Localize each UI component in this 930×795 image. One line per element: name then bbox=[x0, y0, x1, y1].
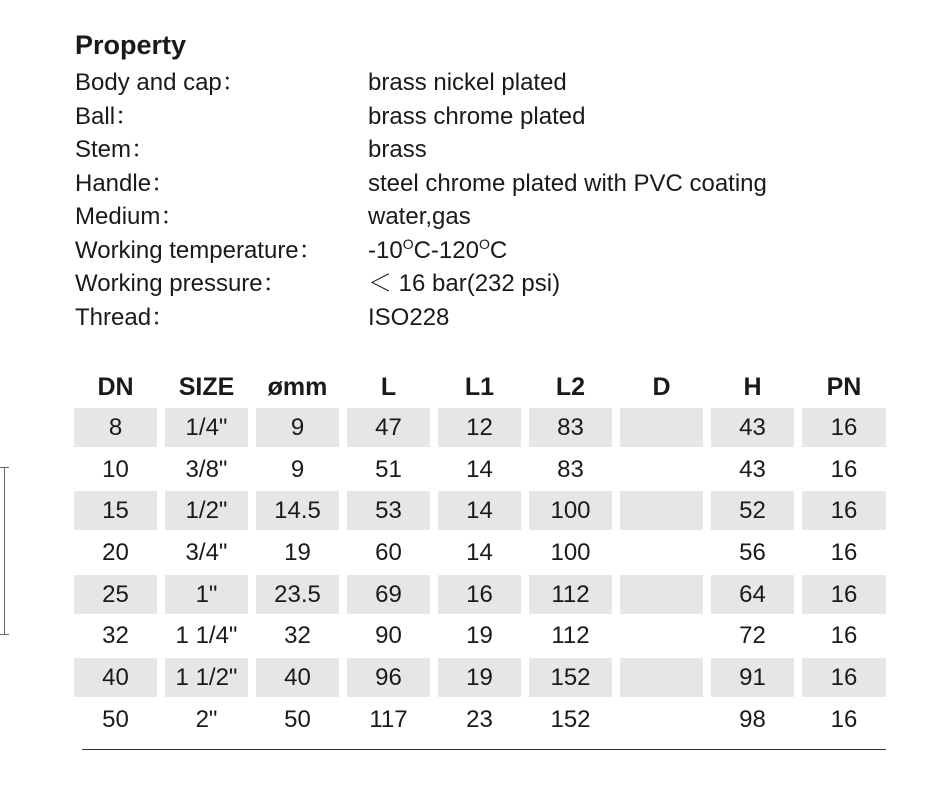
temp-unit-text: C bbox=[489, 236, 508, 264]
table-cell: 9 bbox=[290, 455, 305, 483]
table-cell: 20 bbox=[102, 539, 129, 567]
property-label: Body and cap： bbox=[75, 69, 246, 96]
header-h: H bbox=[743, 373, 762, 401]
property-label: Ball： bbox=[75, 102, 140, 130]
property-value: brass bbox=[368, 136, 427, 163]
table-cell: 50 bbox=[102, 705, 129, 733]
table-row bbox=[74, 489, 886, 531]
table-cell: 91 bbox=[711, 658, 794, 697]
table-cell bbox=[620, 658, 703, 697]
spec-table bbox=[74, 368, 886, 740]
table-cell: 16 bbox=[802, 575, 886, 614]
table-row bbox=[74, 614, 886, 656]
table-cell: 16 bbox=[830, 455, 858, 483]
table-cell: 47 bbox=[347, 408, 430, 447]
table-cell: 1/2" bbox=[165, 491, 248, 530]
table-cell: 19 bbox=[284, 539, 311, 567]
property-label: Working temperature： bbox=[75, 236, 323, 264]
property-value-temperature bbox=[368, 234, 507, 268]
table-cell: 112 bbox=[551, 622, 590, 650]
table-cell: 19 bbox=[438, 658, 521, 697]
dimension-tick bbox=[0, 467, 9, 468]
table-cell: 64 bbox=[711, 575, 794, 614]
table-cell bbox=[620, 533, 703, 572]
dimension-line bbox=[4, 467, 5, 635]
table-cell bbox=[620, 450, 703, 489]
table-cell: 16 bbox=[802, 658, 886, 697]
table-cell: 152 bbox=[529, 658, 612, 697]
table-cell: 60 bbox=[375, 539, 402, 567]
table-cell: 23.5 bbox=[256, 575, 339, 614]
table-cell: 40 bbox=[256, 658, 339, 697]
table-cell: 19 bbox=[466, 622, 493, 650]
table-cell: 16 bbox=[802, 408, 886, 447]
degree-sign: O bbox=[478, 235, 490, 252]
table-cell: 83 bbox=[557, 455, 584, 483]
temp-max-text: C-120 bbox=[413, 236, 479, 264]
section-heading: Property bbox=[75, 30, 187, 60]
table-cell: 14.5 bbox=[256, 491, 339, 530]
property-value: brass nickel plated bbox=[368, 69, 567, 96]
property-value: brass chrome plated bbox=[368, 102, 586, 130]
header-d: D bbox=[652, 373, 671, 401]
property-value: water,gas bbox=[368, 203, 471, 230]
property-label: Medium： bbox=[75, 203, 185, 230]
table-cell: 25 bbox=[74, 575, 157, 614]
table-cell: 32 bbox=[102, 622, 129, 650]
table-cell: 43 bbox=[739, 455, 766, 483]
table-cell: 72 bbox=[739, 622, 766, 650]
table-header-row bbox=[74, 368, 886, 406]
header-size: SIZE bbox=[178, 373, 235, 401]
table-cell: 3/4" bbox=[185, 539, 228, 567]
table-cell: 1 1/2" bbox=[165, 658, 248, 697]
header-l1: L1 bbox=[464, 373, 495, 401]
table-cell: 1 1/4" bbox=[175, 622, 238, 650]
table-cell: 40 bbox=[74, 658, 157, 697]
dimension-marker bbox=[0, 467, 8, 635]
table-cell: 51 bbox=[375, 455, 402, 483]
header-pn: PN bbox=[826, 373, 862, 401]
table-cell: 152 bbox=[550, 705, 591, 733]
table-cell: 14 bbox=[438, 491, 521, 530]
table-cell: 8 bbox=[74, 408, 157, 447]
table-cell: 117 bbox=[369, 705, 408, 733]
table-cell: 50 bbox=[284, 705, 311, 733]
table-cell: 10 bbox=[102, 455, 129, 483]
table-cell: 14 bbox=[466, 539, 493, 567]
table-cell bbox=[620, 575, 703, 614]
property-label: Handle： bbox=[75, 169, 176, 197]
table-cell: 16 bbox=[802, 491, 886, 530]
table-cell: 12 bbox=[438, 408, 521, 447]
table-cell: 1/4" bbox=[165, 408, 248, 447]
table-row bbox=[74, 573, 886, 615]
temp-min-text: -10 bbox=[368, 236, 403, 264]
table-cell: 15 bbox=[74, 491, 157, 530]
table-cell: 69 bbox=[347, 575, 430, 614]
table-cell: 16 bbox=[830, 622, 858, 650]
table-cell: 16 bbox=[830, 539, 858, 567]
table-cell bbox=[620, 616, 703, 655]
table-cell: 112 bbox=[529, 575, 612, 614]
table-cell: 3/8" bbox=[185, 455, 228, 483]
table-row bbox=[74, 656, 886, 698]
property-value: steel chrome plated with PVC coating bbox=[368, 169, 767, 197]
table-row bbox=[74, 448, 886, 490]
table-bottom-rule bbox=[82, 749, 886, 750]
table-cell: 100 bbox=[529, 491, 612, 530]
header-l: L bbox=[380, 373, 397, 401]
table-row bbox=[74, 406, 886, 448]
table-cell bbox=[620, 700, 703, 739]
table-cell: 53 bbox=[347, 491, 430, 530]
table-cell bbox=[620, 408, 703, 447]
table-cell: 100 bbox=[550, 539, 591, 567]
header-l2: L2 bbox=[555, 373, 586, 401]
header-dn: DN bbox=[97, 373, 134, 401]
table-cell: 56 bbox=[739, 539, 766, 567]
header-mm: ømm bbox=[267, 373, 328, 401]
table-cell: 16 bbox=[438, 575, 521, 614]
table-cell: 14 bbox=[466, 455, 493, 483]
table-cell: 83 bbox=[529, 408, 612, 447]
table-row bbox=[74, 698, 886, 740]
table-cell: 90 bbox=[375, 622, 402, 650]
table-cell: 23 bbox=[466, 705, 493, 733]
table-cell: 9 bbox=[256, 408, 339, 447]
table-cell: 32 bbox=[284, 622, 311, 650]
table-cell: 16 bbox=[830, 705, 858, 733]
dimension-tick bbox=[0, 634, 9, 635]
property-label: Thread： bbox=[75, 303, 176, 331]
table-cell: 43 bbox=[711, 408, 794, 447]
property-label: Working pressure： bbox=[75, 270, 287, 297]
table-cell: 2" bbox=[195, 705, 218, 733]
property-value: ISO228 bbox=[368, 303, 450, 331]
property-value: ＜ 16 bar(232 psi) bbox=[368, 270, 561, 297]
table-cell bbox=[620, 491, 703, 530]
property-label: Stem： bbox=[75, 136, 156, 163]
degree-sign: O bbox=[402, 235, 414, 252]
table-cell: 52 bbox=[711, 491, 794, 530]
table-cell: 96 bbox=[347, 658, 430, 697]
table-cell: 98 bbox=[739, 705, 766, 733]
table-cell: 1" bbox=[165, 575, 248, 614]
table-row bbox=[74, 531, 886, 573]
